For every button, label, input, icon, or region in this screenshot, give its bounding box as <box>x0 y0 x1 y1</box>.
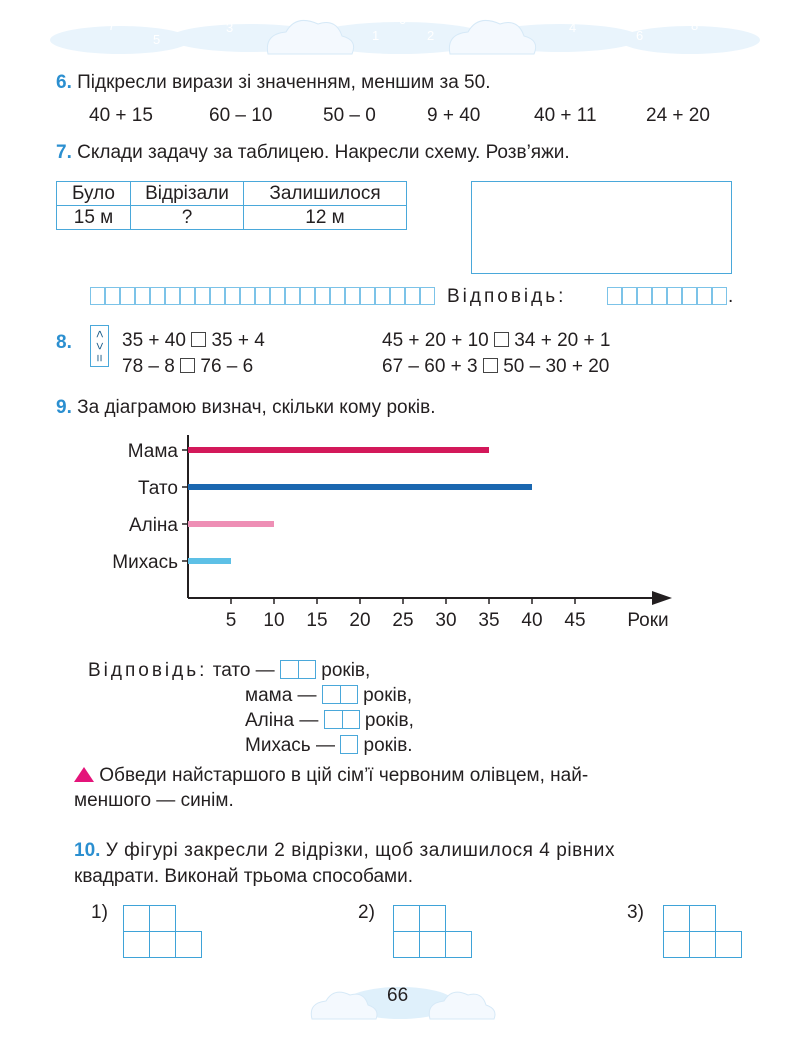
answer-cells[interactable] <box>607 287 727 305</box>
task7-number: 7. <box>56 142 72 163</box>
answer-cell[interactable] <box>240 287 255 305</box>
task9-extra-line1 <box>74 765 588 787</box>
task7-title <box>56 142 570 164</box>
answer-cell[interactable] <box>637 287 652 305</box>
expression[interactable]: 9 + 40 <box>427 105 481 126</box>
figure-label: 1) <box>91 902 108 923</box>
expression: 78 – 8 <box>122 356 175 377</box>
bar <box>188 484 532 490</box>
task9-answer-line <box>245 685 412 707</box>
expression: 34 + 20 + 1 <box>514 330 611 351</box>
answer-cell[interactable] <box>225 287 240 305</box>
category-label: Мама <box>127 441 178 462</box>
x-tick-label: 15 <box>306 610 328 631</box>
compare-box[interactable] <box>191 332 206 347</box>
x-tick-label: 5 <box>225 610 237 631</box>
compare-box[interactable] <box>483 358 498 373</box>
task10-text: У фігурі закресли 2 відрізки, щоб залишилося 4 рівних <box>105 840 616 861</box>
task6-title <box>56 72 490 94</box>
answer-cell[interactable] <box>270 287 285 305</box>
answer-label: Відповідь: <box>447 286 567 307</box>
answer-cell[interactable] <box>180 287 195 305</box>
x-axis-label: Роки <box>627 610 669 631</box>
table-cell: ? <box>131 206 244 230</box>
x-tick-label: 10 <box>263 610 285 631</box>
age-bar-chart <box>0 430 800 635</box>
answer-cell[interactable] <box>330 287 345 305</box>
figure-label: 2) <box>358 902 375 923</box>
header-clouds <box>0 0 800 66</box>
x-tick-label: 40 <box>521 610 543 631</box>
answer-cell[interactable] <box>315 287 330 305</box>
x-tick-label: 20 <box>349 610 371 631</box>
answer-suffix: років, <box>321 660 371 681</box>
answer-suffix: років, <box>363 685 413 706</box>
answer-suffix: років. <box>363 735 413 756</box>
answer-cell[interactable] <box>375 287 390 305</box>
answer-cell[interactable] <box>105 287 120 305</box>
page-number: 66 <box>387 985 409 1006</box>
answer-box[interactable] <box>324 710 360 729</box>
answer-prefix: Аліна — <box>245 710 319 731</box>
answer-suffix: років, <box>364 710 414 731</box>
comparison-row-2 <box>122 356 253 378</box>
figure-label: 3) <box>627 902 644 923</box>
category-label: Аліна <box>128 515 178 536</box>
answer-cell[interactable] <box>682 287 697 305</box>
task9-extra-line2: меншого — синім. <box>74 790 234 811</box>
compare-box[interactable] <box>180 358 195 373</box>
header-number: 3 <box>226 20 234 35</box>
task7-table <box>56 181 407 230</box>
comparison-row-1 <box>122 330 265 352</box>
table-header: Було <box>57 182 131 206</box>
x-tick-label: 45 <box>564 610 586 631</box>
task9-title <box>56 397 436 419</box>
header-number: 0 <box>399 12 407 27</box>
answer-cell[interactable] <box>165 287 180 305</box>
expression[interactable]: 60 – 10 <box>209 105 273 126</box>
task8-number: 8. <box>56 332 72 353</box>
bar <box>188 558 231 564</box>
header-number: 1 <box>372 28 380 43</box>
answer-cell[interactable] <box>300 287 315 305</box>
answer-cell[interactable] <box>345 287 360 305</box>
comparison-row-3 <box>382 330 610 352</box>
task10-line1 <box>74 840 615 862</box>
x-axis-arrow <box>652 591 672 605</box>
header-number: 5 <box>153 32 161 47</box>
answer-box[interactable] <box>280 660 316 679</box>
task6-text: Підкресли вирази зі значенням, меншим за 50. <box>77 72 491 93</box>
expression[interactable]: 40 + 11 <box>534 105 597 126</box>
header-number: 4 <box>569 20 577 35</box>
expression[interactable]: 40 + 15 <box>89 105 153 126</box>
answer-cell[interactable] <box>135 287 150 305</box>
x-tick-label: 35 <box>478 610 500 631</box>
comparison-signs-icon: < > = <box>90 325 109 367</box>
answer-cell[interactable] <box>150 287 165 305</box>
task9-answer-line <box>245 735 413 757</box>
extra-task-text: Обведи найстаршого в цій сім’ї червоним олівцем, най- <box>99 765 589 786</box>
answer-cell[interactable] <box>120 287 135 305</box>
expression: 67 – 60 + 3 <box>382 356 478 377</box>
comparison-row-4 <box>382 356 609 378</box>
answer-dot: . <box>728 286 734 307</box>
expression[interactable]: 24 + 20 <box>646 105 710 126</box>
category-label: Михась <box>112 552 178 573</box>
answer-label: Відповідь: <box>88 660 208 681</box>
solution-cells[interactable] <box>90 287 435 305</box>
answer-cell[interactable] <box>712 287 727 305</box>
answer-cell[interactable] <box>255 287 270 305</box>
header-number: 7 <box>108 18 116 33</box>
triangle-icon <box>74 767 94 782</box>
expression: 76 – 6 <box>200 356 254 377</box>
table-cell: 12 м <box>244 206 407 230</box>
answer-prefix: мама — <box>245 685 317 706</box>
answer-cell[interactable] <box>667 287 682 305</box>
table-cell: 15 м <box>57 206 131 230</box>
expression: 35 + 4 <box>211 330 265 351</box>
expression: 35 + 40 <box>122 330 186 351</box>
scheme-box[interactable] <box>471 181 732 274</box>
task9-answer-line <box>88 660 370 682</box>
expression: 50 – 30 + 20 <box>503 356 610 377</box>
answer-cell[interactable] <box>405 287 420 305</box>
answer-cell[interactable] <box>195 287 210 305</box>
header-number: 2 <box>427 28 435 43</box>
answer-cell[interactable] <box>652 287 667 305</box>
category-label: Тато <box>138 478 178 499</box>
answer-prefix: тато — <box>212 660 275 681</box>
x-tick-label: 30 <box>435 610 457 631</box>
compare-box[interactable] <box>494 332 509 347</box>
answer-cell[interactable] <box>697 287 712 305</box>
answer-cell[interactable] <box>90 287 105 305</box>
task7-text: Склади задачу за таблицею. Накресли схему. Розв’яжи. <box>77 142 570 163</box>
task10-number: 10. <box>74 840 101 861</box>
answer-cell[interactable] <box>420 287 435 305</box>
expression[interactable]: 50 – 0 <box>323 105 376 126</box>
answer-cell[interactable] <box>390 287 405 305</box>
bar <box>188 521 274 527</box>
task10-line2: квадрати. Виконай трьома способами. <box>74 866 414 887</box>
header-number: 8 <box>691 18 699 33</box>
table-header: Залишилося <box>244 182 407 206</box>
answer-box[interactable] <box>322 685 358 704</box>
x-tick-label: 25 <box>392 610 414 631</box>
answer-cell[interactable] <box>607 287 622 305</box>
answer-cell[interactable] <box>285 287 300 305</box>
answer-cell[interactable] <box>622 287 637 305</box>
task9-number: 9. <box>56 397 72 418</box>
header-number: 6 <box>636 28 644 43</box>
answer-box[interactable] <box>340 735 358 754</box>
task6-number: 6. <box>56 72 72 93</box>
bar <box>188 447 489 453</box>
answer-prefix: Михась — <box>245 735 335 756</box>
answer-cell[interactable] <box>360 287 375 305</box>
table-header: Відрізали <box>131 182 244 206</box>
task9-answer-line <box>245 710 414 732</box>
task9-text: За діаграмою визнач, скільки кому років. <box>77 397 436 418</box>
expression: 45 + 20 + 10 <box>382 330 489 351</box>
answer-cell[interactable] <box>210 287 225 305</box>
